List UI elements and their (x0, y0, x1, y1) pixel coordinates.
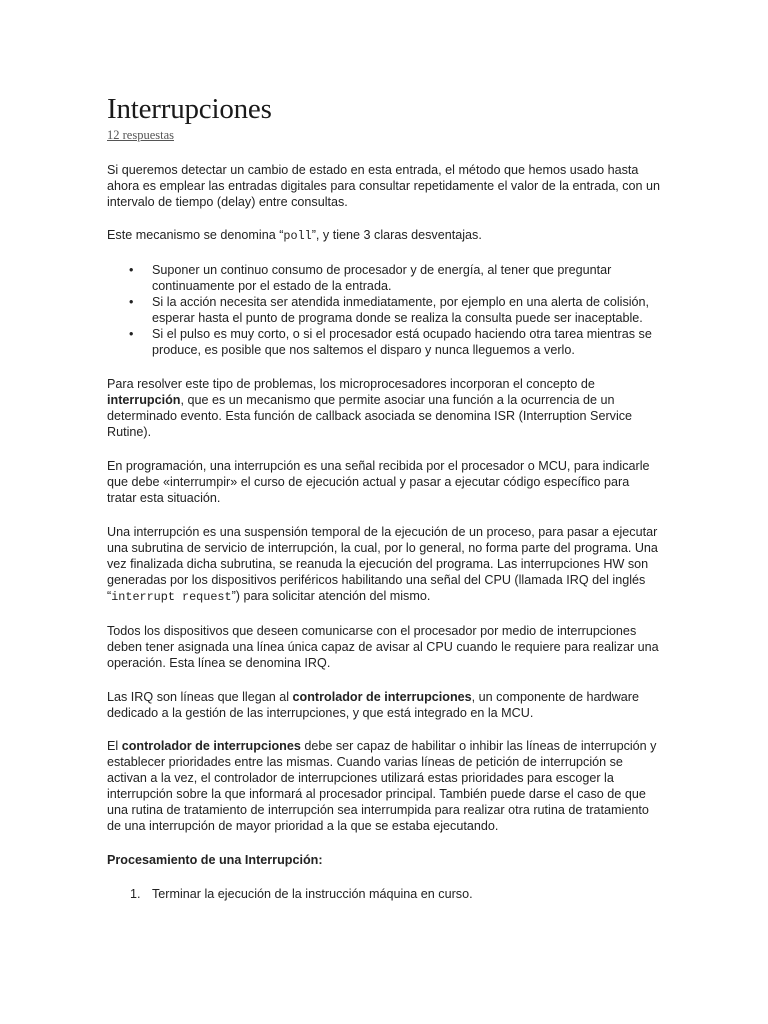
disadvantages-list (107, 262, 662, 358)
list-item: • Si la acción necesita ser atendida inmediatamente, por ejemplo en una alerta de colisión, esperar hasta el punto de programa donde se realiza la consulta puede ser inaceptable. (129, 295, 650, 325)
section-heading: Procesamiento de una Interrupción: (107, 853, 323, 867)
paragraph-irq-controller: Las IRQ son líneas que llegan al controlador de interrupciones, un componente de hardware dedicado a la gestión de las interrupciones, y que está integrado en la MCU. (107, 690, 640, 720)
paragraph-suspension: Una interrupción es una suspensión temporal de la ejecución de un proceso, para pasar a ejecutar una subrutina de servicio de interrupción, la cual, por lo general, no forma parte del programa. Una vez finalizada dicha subrutina, se reanuda la ejecución del programa. Las interrupciones HW son generadas por los dispositivos periféricos habilitando una señal del CPU (llamada IRQ del inglés “interrupt request”) para solicitar atención del mismo. (107, 525, 658, 604)
paragraph-poll-intro: Si queremos detectar un cambio de estado en esta entrada, el método que hemos usado hasta ahora es emplear las entradas digitales para consultar repetidamente el valor de la entrada, con un intervalo de tiempo (delay) entre consultas. (107, 163, 661, 209)
bullet-icon: • (129, 263, 134, 277)
replies-link[interactable]: 12 respuestas (107, 128, 174, 142)
code-interrupt-request: interrupt request (111, 590, 232, 604)
article-body (107, 92, 662, 902)
page-title: Interrupciones (107, 93, 272, 125)
paragraph-interruption-concept: Para resolver este tipo de problemas, los microprocesadores incorporan el concepto de interrupción, que es un mecanismo que permite asociar una función a la ocurrencia de un determinado evento. Esta función de callback asociada se denomina ISR (Interruption Service Rutine). (107, 377, 633, 439)
bullet-icon: • (129, 327, 134, 341)
paragraph-irq-line: Todos los dispositivos que deseen comunicarse con el procesador por medio de interrupciones deben tener asignada una línea única capaz de avisar al CPU cuando le requiere para realizar una operación. Esta línea se denomina IRQ. (107, 624, 659, 670)
paragraph-poll-mechanism: Este mecanismo se denomina “poll”, y tiene 3 claras desventajas. (107, 228, 482, 243)
step-number: 1. (130, 887, 141, 901)
code-poll: poll (283, 229, 312, 243)
bullet-icon: • (129, 295, 134, 309)
bold-term: interrupción (107, 393, 181, 407)
bold-term: controlador de interrupciones (121, 739, 301, 753)
paragraph-controller-priorities: El controlador de interrupciones debe ser capaz de habilitar o inhibir las líneas de interrupción y establecer prioridades entre las mismas. Cuando varias líneas de petición de interrupción se activan a la vez, el controlador de interrupciones utilizará estas prioridades para escoger la interrupción sobre la que informará al procesador principal. También puede darse el caso de que una rutina de tratamiento de interrupción sea interrumpida para realizar otra rutina de tratamiento de una interrupción de mayor prioridad a la que se estaba ejecutando. (107, 739, 657, 833)
list-item: • Si el pulso es muy corto, o si el procesador está ocupado haciendo otra tarea mientras se produce, es posible que nos saltemos el disparo y nunca lleguemos a verlo. (129, 327, 652, 357)
list-item: • Suponer un continuo consumo de procesador y de energía, al tener que preguntar continuamente por el estado de la entrada. (129, 263, 612, 293)
bold-term: controlador de interrupciones (292, 690, 472, 704)
paragraph-programming-definition: En programación, una interrupción es una señal recibida por el procesador o MCU, para indicarle que debe «interrumpir» el curso de ejecución actual y pasar a ejecutar código específico para tratar esta situación. (107, 459, 650, 505)
processing-steps-list (107, 886, 662, 902)
list-item: 1. Terminar la ejecución de la instrucción máquina en curso. (130, 887, 473, 901)
